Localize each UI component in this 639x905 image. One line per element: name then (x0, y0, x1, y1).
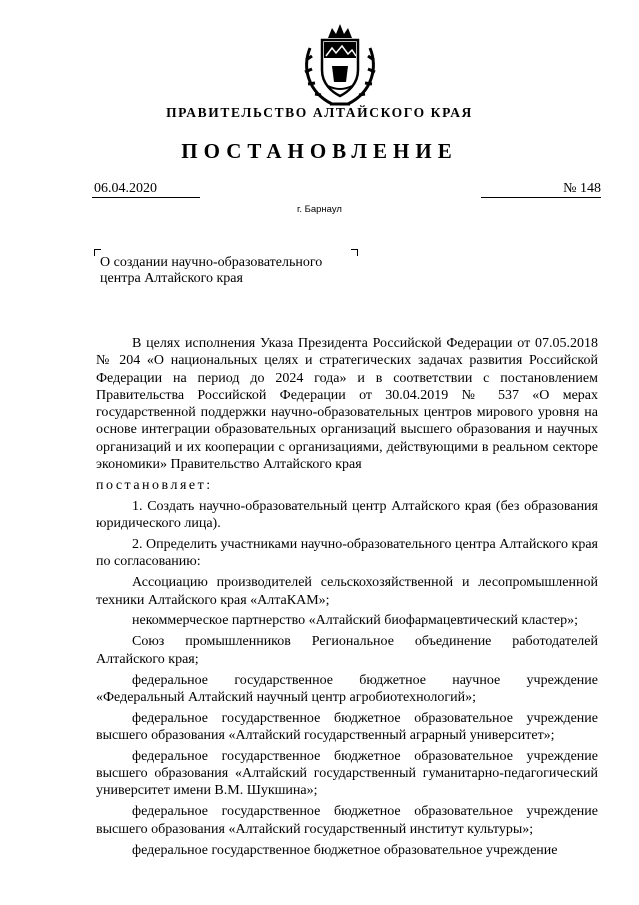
document-date: 06.04.2020 (92, 181, 200, 198)
body-paragraph: федеральное государственное бюджетное образовательное учреждение высшего образования «Алтайский государственный аграрный университет»; (96, 710, 598, 743)
resolves-line (96, 477, 598, 494)
body-paragraph: федеральное государственное бюджетное образовательное учреждение (132, 842, 558, 858)
subject-line: центра Алтайского края (100, 271, 243, 286)
body-paragraph: федеральное государственное бюджетное образовательное учреждение высшего образования «Алтайский государственный гуманитарно-педагогический университет имени В.М. Шукшина»; (96, 748, 598, 799)
government-name: ПРАВИТЕЛЬСТВО АЛТАЙСКОГО КРАЯ (166, 105, 473, 120)
resolves-text: постановляет: (96, 477, 213, 493)
document-subject (100, 255, 322, 287)
body-paragraph: 2. Определить участниками научно-образовательного центра Алтайского края по согласованию: (96, 537, 598, 570)
body-paragraph: некоммерческое партнерство «Алтайский биофармацевтический кластер»; (132, 613, 578, 629)
body-paragraph: 1. Создать научно-образовательный центр Алтайского края (без образования юридического лица). (96, 498, 598, 532)
document-body (96, 335, 598, 862)
subject-line: О создании научно-образовательного (100, 255, 323, 270)
body-paragraph: федеральное государственное бюджетное научное учреждение «Федеральный Алтайский научный центр агробиотехнологий»; (96, 672, 598, 705)
city-label: г. Барнаул (297, 204, 342, 215)
body-paragraph: федеральное государственное бюджетное образовательное учреждение высшего образования «Алтайский государственный институт культуры»; (96, 804, 598, 837)
body-paragraph: Союз промышленников Региональное объединение работодателей Алтайского края; (96, 634, 598, 667)
coat-of-arms-icon (296, 20, 384, 110)
subject-bracket-right (351, 249, 358, 256)
preamble-paragraph: В целях исполнения Указа Президента Российской Федерации от 07.05.2018 № 204 «О национальных целях и стратегических задачах развития Российской Федерации на период до 2024 года» и в соответствии с постановлением Правительства Российской Федерации от 30.04.2019 № 537 «О мерах государственной поддержки научно-образовательных центров мирового уровня на основе интеграции образовательных организаций высшего образования и научных организаций и их кооперации с организациями, действующими в реальном секторе экономики» Правительство Алтайского края (96, 336, 598, 473)
document-type: ПОСТАНОВЛЕНИЕ (181, 139, 458, 163)
document-number: № 148 (481, 181, 601, 198)
body-paragraph: Ассоциацию производителей сельскохозяйственной и лесопромышленной техники Алтайского края «АлтаКАМ»; (96, 575, 598, 608)
